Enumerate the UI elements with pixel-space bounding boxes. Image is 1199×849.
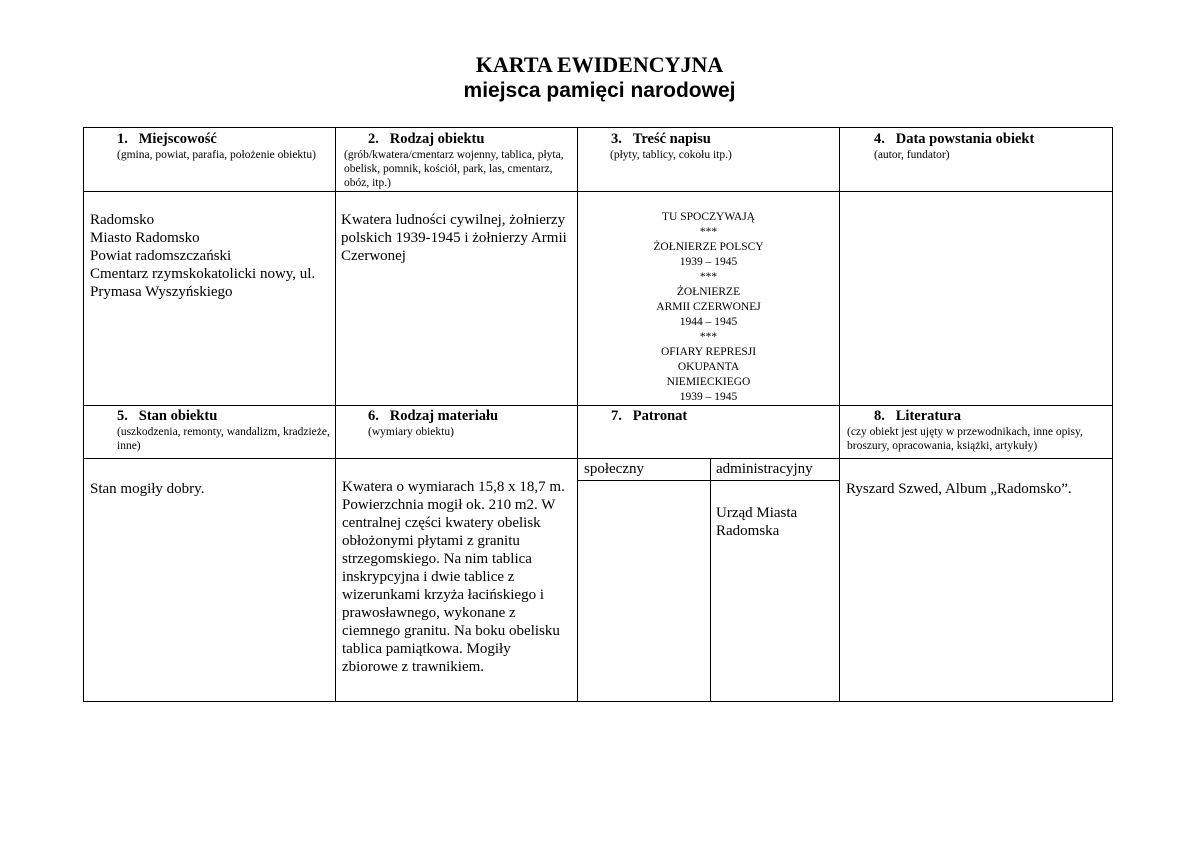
inscription-line: 1939 – 1945	[679, 391, 738, 403]
header-note: (uszkodzenia, remonty, wandalizm, kradzieże, inne)	[117, 426, 330, 452]
header-literatura	[847, 408, 1110, 453]
table-divider	[335, 128, 336, 405]
form-subtitle: miejsca pamięci narodowej	[463, 79, 736, 102]
header-note: (czy obiekt jest ujęty w przewodnikach, inne opisy, broszury, opracowania, książki, artykuły)	[847, 426, 1083, 452]
header-rodzaj-materialu	[368, 408, 573, 439]
header-tresc-napisu	[611, 131, 831, 162]
form-title: KARTA EWIDENCYJNA	[475, 52, 724, 77]
inscription-line: OFIARY REPRESJI	[660, 346, 757, 358]
table-divider	[839, 128, 840, 702]
patronat-spoleczny-label: społeczny	[584, 461, 644, 477]
patronat-administracyjny-label: administracyjny	[716, 461, 813, 477]
header-number: 3.	[611, 131, 622, 147]
value-literatura: Ryszard Szwed, Album „Radomsko”.	[846, 481, 1072, 497]
location-line: Cmentarz rzymskokatolicki nowy, ul. Prymasa Wyszyńskiego	[90, 266, 316, 300]
header-note: (wymiary obiektu)	[368, 426, 454, 438]
inscription-line: OKUPANTA	[677, 361, 740, 373]
table-divider	[578, 480, 839, 481]
inscription-line: ŻOŁNIERZE	[676, 286, 741, 298]
inscription-line: ARMII CZERWONEJ	[656, 301, 761, 313]
table-divider	[335, 405, 336, 702]
header-stan-obiektu	[117, 408, 332, 453]
header-miejscowosc	[117, 131, 327, 162]
value-rodzaj-materialu: Kwatera o wymiarach 15,8 x 18,7 m. Powierzchnia mogił ok. 210 m2. W centralnej części kwatery obelisk obłożonymi płytami z granitu strzegomskiego. Na nim tablica inskrypcyjna i dwie tablice z wizerunkami krzyża łacińskiego i prawosławnego, wykonane z ciemnego granitu. Na boku obelisku tablica pamiątkowa. Mogiły zbiorowe z trawnikiem.	[342, 479, 565, 675]
value-miejscowosc	[90, 211, 332, 301]
inscription-line: 1944 – 1945	[679, 316, 738, 328]
header-label: Data powstania obiekt	[895, 131, 1035, 147]
inscription-line: ŻOŁNIERZE POLSCY	[653, 241, 764, 253]
table-divider	[84, 405, 1112, 406]
value-tresc-napisu	[578, 210, 839, 405]
header-number: 6.	[368, 408, 379, 424]
value-patronat-administracyjny: Urząd Miasta Radomska	[716, 505, 798, 539]
value-rodzaj-obiektu: Kwatera ludności cywilnej, żołnierzy polskich 1939-1945 i żołnierzy Armii Czerwonej	[341, 212, 567, 264]
header-note: (gmina, powiat, parafia, położenie obiektu)	[117, 149, 316, 161]
header-note: (grób/kwatera/cmentarz wojenny, tablica, płyta, obelisk, pomnik, kościół, park, las, cmentarz, obóz, itp.)	[344, 149, 564, 189]
location-line: Miasto Radomsko	[90, 230, 200, 246]
header-data-powstania	[874, 131, 1110, 162]
inscription-line: ***	[699, 271, 718, 283]
header-number: 5.	[117, 408, 128, 424]
inscription-line: NIEMIECKIEGO	[666, 376, 751, 388]
header-note: (płyty, tablicy, cokołu itp.)	[610, 149, 732, 161]
inscription-line: ***	[699, 331, 718, 343]
inscription-line: 1939 – 1945	[679, 256, 738, 268]
header-label: Rodzaj materiału	[389, 408, 499, 424]
location-line: Radomsko	[90, 212, 155, 228]
inscription-line: TU SPOCZYWAJĄ	[662, 211, 755, 223]
header-label: Literatura	[895, 408, 961, 424]
header-number: 1.	[117, 131, 128, 147]
header-label: Treść napisu	[632, 131, 711, 147]
header-number: 8.	[874, 408, 885, 424]
value-stan-obiektu: Stan mogiły dobry.	[90, 481, 205, 497]
table-divider	[710, 458, 711, 702]
header-patronat	[611, 408, 831, 425]
registration-table	[83, 127, 1113, 702]
header-rodzaj-obiektu	[344, 131, 573, 190]
header-number: 4.	[874, 131, 885, 147]
inscription-line: ***	[699, 226, 718, 238]
header-number: 2.	[368, 131, 379, 147]
header-label: Patronat	[632, 408, 688, 424]
table-divider	[84, 458, 1112, 459]
header-label: Stan obiektu	[138, 408, 218, 424]
header-number: 7.	[611, 408, 622, 424]
table-divider	[84, 191, 1112, 192]
header-note: (autor, fundator)	[874, 149, 950, 161]
header-label: Rodzaj obiektu	[389, 131, 485, 147]
location-line: Powiat radomszczański	[90, 248, 232, 264]
header-label: Miejscowość	[138, 131, 217, 147]
